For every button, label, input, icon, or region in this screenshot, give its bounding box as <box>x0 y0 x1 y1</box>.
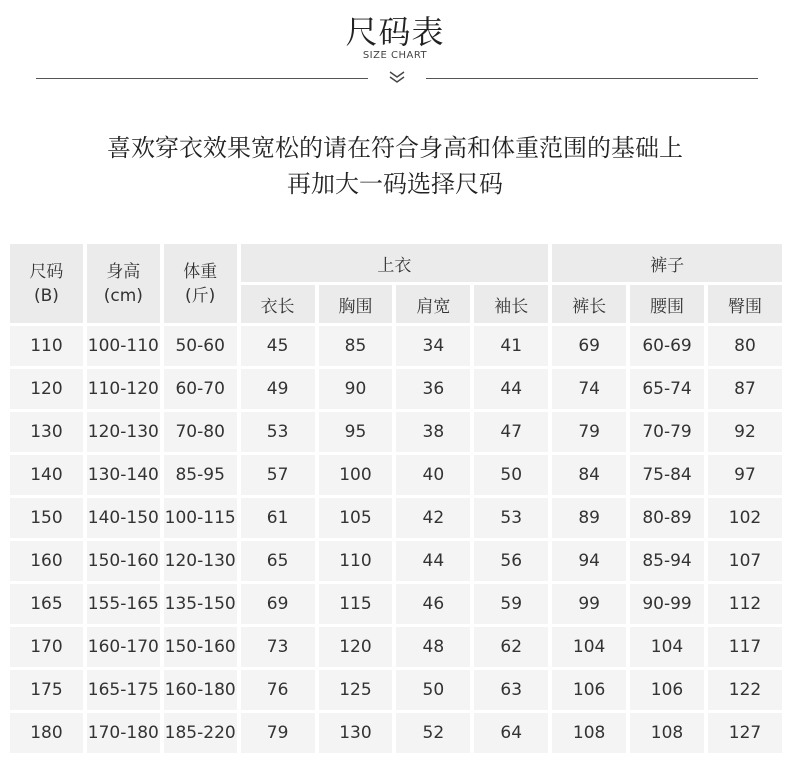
cell-chest: 105 <box>319 498 393 538</box>
cell-size: 120 <box>10 369 83 409</box>
cell-chest: 100 <box>319 455 393 495</box>
cell-top-length: 61 <box>241 498 315 538</box>
cell-waist: 65-74 <box>630 369 704 409</box>
cell-hip: 80 <box>708 326 782 366</box>
table-row <box>10 584 782 624</box>
cell-pants-length: 69 <box>552 326 626 366</box>
header-height: 身高 (cm) <box>87 244 160 323</box>
cell-pants-length: 89 <box>552 498 626 538</box>
table-row <box>10 713 782 753</box>
cell-top-length: 73 <box>241 627 315 667</box>
divider-right <box>426 78 758 79</box>
cell-size: 170 <box>10 627 83 667</box>
cell-sleeve: 56 <box>474 541 548 581</box>
cell-pants-length: 74 <box>552 369 626 409</box>
cell-pants-length: 108 <box>552 713 626 753</box>
cell-sleeve: 62 <box>474 627 548 667</box>
header-group-top: 上衣 <box>241 244 549 282</box>
cell-shoulder: 38 <box>396 412 470 452</box>
cell-size: 140 <box>10 455 83 495</box>
intro-line-2: 再加大一码选择尺码 <box>287 170 503 198</box>
cell-height: 140-150 <box>87 498 160 538</box>
cell-waist: 60-69 <box>630 326 704 366</box>
cell-waist: 80-89 <box>630 498 704 538</box>
cell-sleeve: 41 <box>474 326 548 366</box>
cell-height: 160-170 <box>87 627 160 667</box>
size-table <box>6 241 786 756</box>
table-row <box>10 326 782 366</box>
cell-height: 130-140 <box>87 455 160 495</box>
cell-size: 110 <box>10 326 83 366</box>
cell-size: 160 <box>10 541 83 581</box>
cell-waist: 75-84 <box>630 455 704 495</box>
cell-waist: 104 <box>630 627 704 667</box>
cell-pants-length: 84 <box>552 455 626 495</box>
header-group-pants: 裤子 <box>552 244 782 282</box>
cell-hip: 107 <box>708 541 782 581</box>
cell-shoulder: 46 <box>396 584 470 624</box>
cell-weight: 135-150 <box>164 584 237 624</box>
header-pants-length: 裤长 <box>552 285 626 323</box>
cell-shoulder: 40 <box>396 455 470 495</box>
header-waist: 腰围 <box>630 285 704 323</box>
cell-pants-length: 106 <box>552 670 626 710</box>
cell-chest: 85 <box>319 326 393 366</box>
cell-chest: 125 <box>319 670 393 710</box>
cell-hip: 87 <box>708 369 782 409</box>
cell-chest: 130 <box>319 713 393 753</box>
cell-size: 130 <box>10 412 83 452</box>
cell-hip: 122 <box>708 670 782 710</box>
cell-sleeve: 63 <box>474 670 548 710</box>
cell-pants-length: 79 <box>552 412 626 452</box>
cell-hip: 117 <box>708 627 782 667</box>
page-title: 尺码表 <box>345 13 445 51</box>
divider-left <box>36 78 368 79</box>
cell-hip: 112 <box>708 584 782 624</box>
cell-height: 170-180 <box>87 713 160 753</box>
cell-size: 175 <box>10 670 83 710</box>
cell-pants-length: 99 <box>552 584 626 624</box>
cell-chest: 110 <box>319 541 393 581</box>
page-subtitle: SIZE CHART <box>362 50 428 61</box>
cell-waist: 106 <box>630 670 704 710</box>
cell-sleeve: 47 <box>474 412 548 452</box>
cell-weight: 160-180 <box>164 670 237 710</box>
cell-shoulder: 50 <box>396 670 470 710</box>
cell-top-length: 69 <box>241 584 315 624</box>
cell-height: 120-130 <box>87 412 160 452</box>
cell-shoulder: 44 <box>396 541 470 581</box>
header-shoulder: 肩宽 <box>396 285 470 323</box>
cell-weight: 150-160 <box>164 627 237 667</box>
table-row <box>10 541 782 581</box>
cell-height: 100-110 <box>87 326 160 366</box>
cell-top-length: 45 <box>241 326 315 366</box>
cell-size: 165 <box>10 584 83 624</box>
cell-shoulder: 48 <box>396 627 470 667</box>
table-row <box>10 412 782 452</box>
cell-waist: 85-94 <box>630 541 704 581</box>
cell-top-length: 53 <box>241 412 315 452</box>
cell-top-length: 57 <box>241 455 315 495</box>
cell-waist: 108 <box>630 713 704 753</box>
cell-shoulder: 52 <box>396 713 470 753</box>
cell-sleeve: 50 <box>474 455 548 495</box>
table-row <box>10 670 782 710</box>
cell-hip: 127 <box>708 713 782 753</box>
cell-sleeve: 53 <box>474 498 548 538</box>
double-chevron-down-icon <box>386 66 408 88</box>
cell-height: 165-175 <box>87 670 160 710</box>
cell-shoulder: 34 <box>396 326 470 366</box>
header-top-length: 衣长 <box>241 285 315 323</box>
cell-height: 155-165 <box>87 584 160 624</box>
intro-note <box>0 130 790 202</box>
cell-weight: 85-95 <box>164 455 237 495</box>
cell-shoulder: 36 <box>396 369 470 409</box>
cell-sleeve: 64 <box>474 713 548 753</box>
cell-chest: 120 <box>319 627 393 667</box>
table-row <box>10 455 782 495</box>
cell-shoulder: 42 <box>396 498 470 538</box>
cell-hip: 102 <box>708 498 782 538</box>
table-row <box>10 369 782 409</box>
header-size: 尺码 (B) <box>10 244 83 323</box>
cell-size: 150 <box>10 498 83 538</box>
header-hip: 臀围 <box>708 285 782 323</box>
size-table-body <box>10 326 782 753</box>
header-sleeve: 袖长 <box>474 285 548 323</box>
cell-height: 110-120 <box>87 369 160 409</box>
cell-top-length: 65 <box>241 541 315 581</box>
cell-weight: 100-115 <box>164 498 237 538</box>
header-chest: 胸围 <box>319 285 393 323</box>
cell-chest: 115 <box>319 584 393 624</box>
cell-height: 150-160 <box>87 541 160 581</box>
cell-sleeve: 44 <box>474 369 548 409</box>
cell-weight: 50-60 <box>164 326 237 366</box>
cell-top-length: 79 <box>241 713 315 753</box>
cell-sleeve: 59 <box>474 584 548 624</box>
cell-waist: 70-79 <box>630 412 704 452</box>
cell-weight: 70-80 <box>164 412 237 452</box>
table-row <box>10 498 782 538</box>
cell-hip: 97 <box>708 455 782 495</box>
cell-hip: 92 <box>708 412 782 452</box>
header-weight: 体重 (斤) <box>164 244 237 323</box>
cell-weight: 60-70 <box>164 369 237 409</box>
cell-weight: 185-220 <box>164 713 237 753</box>
table-row <box>10 627 782 667</box>
cell-chest: 95 <box>319 412 393 452</box>
intro-line-1: 喜欢穿衣效果宽松的请在符合身高和体重范围的基础上 <box>107 134 683 162</box>
cell-size: 180 <box>10 713 83 753</box>
cell-chest: 90 <box>319 369 393 409</box>
cell-top-length: 76 <box>241 670 315 710</box>
cell-pants-length: 104 <box>552 627 626 667</box>
cell-waist: 90-99 <box>630 584 704 624</box>
cell-pants-length: 94 <box>552 541 626 581</box>
cell-top-length: 49 <box>241 369 315 409</box>
cell-weight: 120-130 <box>164 541 237 581</box>
